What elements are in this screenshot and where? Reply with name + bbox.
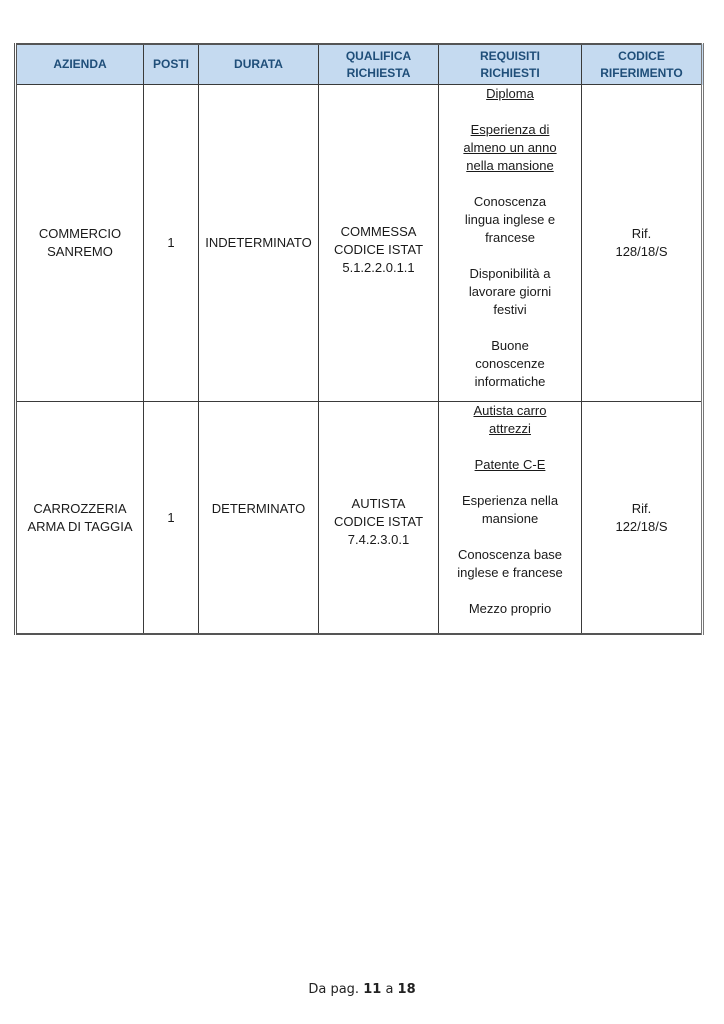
requisito-item: lavorare giorni bbox=[468, 284, 552, 299]
requisito-gap bbox=[443, 319, 577, 337]
cell-codice bbox=[582, 85, 703, 402]
header-codice-line2: RIFERIMENTO bbox=[600, 65, 683, 80]
footer-prefix: Da pag. bbox=[308, 982, 360, 997]
requisito-item: Mezzo proprio bbox=[468, 601, 552, 616]
cell-qualifica bbox=[319, 85, 439, 402]
header-requisiti bbox=[439, 44, 582, 85]
codice-line: 122/18/S bbox=[615, 518, 668, 534]
header-qualifica-line2: RICHIESTA bbox=[346, 65, 411, 80]
footer-separator: a bbox=[385, 982, 394, 997]
durata-value: DETERMINATO bbox=[211, 500, 306, 516]
requisito-item: francese bbox=[485, 230, 535, 245]
cell-requisiti bbox=[439, 85, 582, 402]
requisito-item: conoscenze bbox=[475, 356, 545, 371]
qualifica-line: COMMESSA bbox=[340, 224, 417, 239]
header-azienda-label: AZIENDA bbox=[53, 57, 107, 71]
codice-line: Rif. bbox=[631, 226, 652, 241]
azienda-line: SANREMO bbox=[47, 244, 113, 259]
requisito-gap bbox=[443, 175, 577, 193]
cell-durata bbox=[199, 402, 319, 635]
qualifica-line: CODICE ISTAT bbox=[333, 513, 424, 529]
requisito-item: lingua inglese e bbox=[464, 212, 556, 227]
qualifica-line: 5.1.2.2.0.1.1 bbox=[342, 260, 415, 275]
requisito-item: Esperienza di bbox=[470, 122, 550, 137]
cell-posti: 1 bbox=[144, 402, 199, 635]
header-posti bbox=[144, 44, 199, 85]
header-requisiti-line1: REQUISITI bbox=[479, 48, 540, 63]
requisito-item: Buone bbox=[491, 338, 529, 353]
codice-line: Rif. bbox=[631, 500, 652, 516]
footer-current-page: 11 bbox=[363, 982, 382, 997]
requisito-item: attrezzi bbox=[489, 421, 531, 436]
header-azienda bbox=[16, 44, 144, 85]
cell-azienda bbox=[16, 85, 144, 402]
requisito-item: Disponibilità a bbox=[469, 266, 551, 281]
header-codice bbox=[582, 44, 703, 85]
azienda-line: ARMA DI TAGGIA bbox=[27, 518, 133, 534]
requisito-item: inglese e francese bbox=[457, 565, 563, 580]
requisito-gap bbox=[443, 247, 577, 265]
requisito-item: Conoscenza base bbox=[457, 547, 563, 562]
requisito-item: Esperienza nella bbox=[461, 493, 559, 508]
job-offers-table bbox=[14, 43, 704, 635]
requisito-gap bbox=[443, 528, 577, 546]
header-qualifica-line1: QUALIFICA bbox=[345, 48, 412, 63]
header-durata bbox=[199, 44, 319, 85]
azienda-line: COMMERCIO bbox=[38, 226, 122, 241]
requisito-item: almeno un anno bbox=[463, 140, 557, 155]
header-posti-label: POSTI bbox=[152, 57, 189, 71]
requisito-item: informatiche bbox=[474, 374, 546, 389]
page-footer bbox=[0, 982, 724, 997]
header-requisiti-line2: RICHIESTI bbox=[480, 65, 540, 80]
job-offers-table-container bbox=[14, 43, 701, 635]
header-codice-line1: CODICE bbox=[618, 48, 665, 63]
table-row bbox=[16, 402, 703, 635]
footer-total-pages: 18 bbox=[397, 982, 416, 997]
requisito-gap bbox=[443, 103, 577, 121]
qualifica-line: CODICE ISTAT bbox=[333, 242, 424, 257]
table-row bbox=[16, 85, 703, 402]
qualifica-line: AUTISTA bbox=[351, 495, 406, 511]
cell-requisiti bbox=[439, 402, 582, 635]
cell-qualifica bbox=[319, 402, 439, 635]
requisito-item: festivi bbox=[493, 302, 527, 317]
requisito-item: Autista carro bbox=[473, 403, 547, 418]
requisito-item: nella mansione bbox=[466, 158, 554, 173]
requisito-gap bbox=[443, 582, 577, 600]
azienda-line: CARROZZERIA bbox=[33, 500, 127, 516]
qualifica-line: 7.4.2.3.0.1 bbox=[347, 531, 410, 547]
requisito-item: Diploma bbox=[486, 86, 534, 101]
cell-codice bbox=[582, 402, 703, 635]
cell-posti: 1 bbox=[144, 85, 199, 402]
requisito-item: Patente C-E bbox=[474, 457, 546, 472]
requisito-gap bbox=[443, 438, 577, 456]
requisito-item: mansione bbox=[481, 511, 539, 526]
cell-azienda bbox=[16, 402, 144, 635]
header-durata-label: DURATA bbox=[234, 57, 283, 71]
codice-line: 128/18/S bbox=[615, 244, 668, 259]
requisito-gap bbox=[443, 474, 577, 492]
cell-durata: INDETERMINATO bbox=[199, 85, 319, 402]
table-header-row bbox=[16, 44, 703, 85]
requisito-item: Conoscenza bbox=[473, 194, 547, 209]
header-qualifica bbox=[319, 44, 439, 85]
